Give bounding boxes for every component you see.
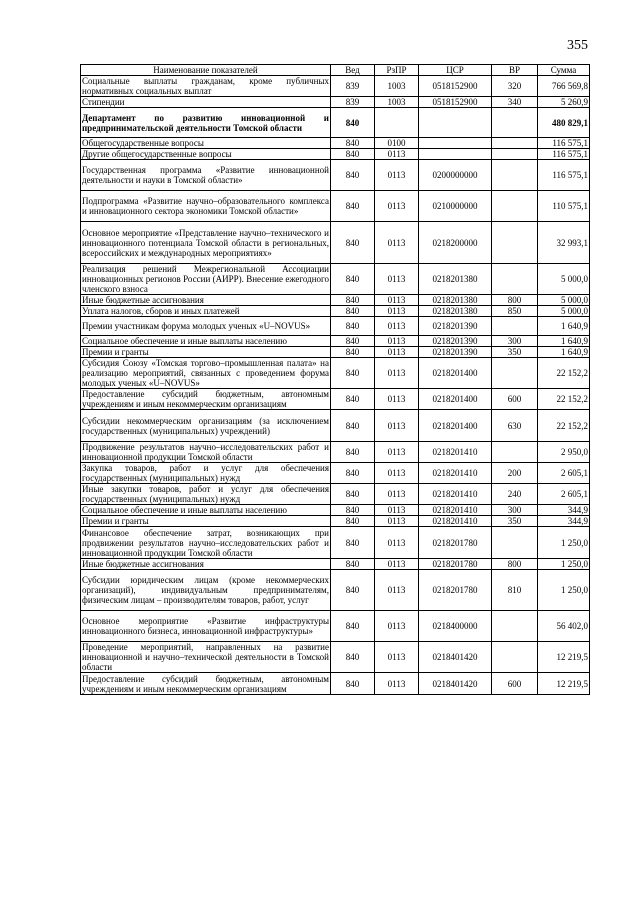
cell-vr: 300 [492, 336, 538, 347]
cell-vr [492, 149, 538, 160]
table-row [81, 484, 590, 505]
table-row [81, 306, 590, 317]
cell-ved: 840 [331, 673, 375, 695]
cell-vr [492, 317, 538, 336]
cell-vr: 810 [492, 570, 538, 611]
cell-name: Социальные выплаты гражданам, кроме публичных нормативных социальных выплат [82, 76, 329, 96]
cell-ved: 840 [331, 149, 375, 160]
cell-vr: 630 [492, 410, 538, 442]
cell-name: Иные бюджетные ассигнования [81, 559, 331, 570]
cell-name: Стипендии [81, 97, 331, 108]
header-vr: ВР [492, 65, 538, 76]
cell-csr: 0218201390 [419, 336, 492, 347]
cell-csr: 0518152900 [419, 97, 492, 108]
cell-vr [492, 138, 538, 149]
cell-sum: 22 152,2 [538, 389, 590, 410]
cell-sum: 5 000,0 [538, 295, 590, 306]
cell-rzpr: 0113 [375, 463, 419, 484]
cell-rzpr: 0100 [375, 138, 419, 149]
cell-ved: 840 [331, 264, 375, 295]
cell-vr [492, 358, 538, 389]
header-rzpr: РзПР [375, 65, 419, 76]
cell-sum: 56 402,0 [538, 611, 590, 642]
cell-rzpr: 0113 [375, 358, 419, 389]
cell-csr: 0218201400 [419, 410, 492, 442]
cell-sum: 2 950,0 [538, 442, 590, 463]
cell-ved: 840 [331, 442, 375, 463]
cell-ved: 840 [331, 559, 375, 570]
table-row [81, 673, 590, 695]
cell-csr: 0218201380 [419, 264, 492, 295]
cell-sum: 5 000,0 [538, 264, 590, 295]
cell-csr: 0218200000 [419, 222, 492, 264]
cell-csr: 0518152900 [419, 76, 492, 97]
cell-vr [492, 642, 538, 673]
cell-vr [492, 108, 538, 138]
cell-rzpr: 0113 [375, 570, 419, 611]
cell-ved: 840 [331, 527, 375, 559]
cell-name: Реализация решений Межрегиональной Ассоциации инновационных регионов России (АИРР). Внесение ежегодного членского взноса [82, 264, 329, 294]
cell-ved: 840 [331, 336, 375, 347]
cell-name: Другие общегосударственные вопросы [81, 149, 331, 160]
cell-vr [492, 527, 538, 559]
cell-sum: 22 152,2 [538, 358, 590, 389]
table-row [81, 347, 590, 358]
cell-ved: 840 [331, 317, 375, 336]
cell-ved: 840 [331, 516, 375, 527]
cell-sum: 1 640,9 [538, 347, 590, 358]
cell-name: Предоставление субсидий бюджетным, автономным учреждениям и иным некоммерческим организациям [82, 389, 329, 409]
cell-rzpr: 0113 [375, 149, 419, 160]
table-row [81, 264, 590, 295]
cell-csr: 0218201380 [419, 306, 492, 317]
cell-ved: 840 [331, 642, 375, 673]
cell-name: Субсидия Союзу «Томская торгово–промышленная палата» на реализацию мероприятий, связанных с проведением форума молодых ученых «U–NOVUS» [82, 358, 329, 388]
cell-sum: 110 575,1 [538, 191, 590, 222]
cell-ved: 840 [331, 570, 375, 611]
cell-csr: 0218401420 [419, 673, 492, 695]
cell-rzpr: 0113 [375, 317, 419, 336]
table-row [81, 191, 590, 222]
cell-vr: 350 [492, 516, 538, 527]
cell-csr: 0210000000 [419, 191, 492, 222]
cell-sum: 5 000,0 [538, 306, 590, 317]
table-row [81, 559, 590, 570]
cell-csr: 0200000000 [419, 160, 492, 191]
cell-csr: 0218201410 [419, 505, 492, 516]
cell-sum: 766 569,8 [538, 76, 590, 97]
cell-sum: 480 829,1 [538, 108, 590, 138]
cell-vr: 600 [492, 673, 538, 695]
cell-sum: 1 640,9 [538, 336, 590, 347]
cell-csr: 0218201400 [419, 358, 492, 389]
cell-ved: 840 [331, 138, 375, 149]
table-row [81, 76, 590, 97]
cell-sum: 1 250,0 [538, 570, 590, 611]
cell-vr: 200 [492, 463, 538, 484]
table-row [81, 97, 590, 108]
cell-rzpr: 0113 [375, 389, 419, 410]
cell-name: Продвижение результатов научно–исследовательских работ и инновационной продукции Томской области [82, 442, 329, 462]
cell-csr: 0218201410 [419, 442, 492, 463]
cell-sum: 2 605,1 [538, 484, 590, 505]
cell-csr: 0218400000 [419, 611, 492, 642]
cell-name: Предоставление субсидий бюджетным, автономным учреждениям и иным некоммерческим организациям [82, 673, 329, 694]
cell-rzpr: 0113 [375, 191, 419, 222]
cell-name: Проведение мероприятий, направленных на развитие инновационной и научно–технической деятельности в Томской области [82, 642, 329, 672]
table-row [81, 389, 590, 410]
cell-rzpr: 0113 [375, 505, 419, 516]
cell-ved: 840 [331, 222, 375, 264]
cell-ved: 840 [331, 347, 375, 358]
cell-vr: 240 [492, 484, 538, 505]
cell-sum: 32 993,1 [538, 222, 590, 264]
cell-csr: 0218201400 [419, 389, 492, 410]
cell-csr: 0218201410 [419, 463, 492, 484]
cell-vr: 600 [492, 389, 538, 410]
cell-rzpr: 0113 [375, 642, 419, 673]
cell-name: Субсидии некоммерческим организациям (за исключением государственных (муниципальных) учреждений) [81, 410, 331, 442]
cell-name: Основное мероприятие «Развитие инфраструктуры инновационного бизнеса, инновационной инфраструктуры» [81, 611, 331, 642]
table-row [81, 358, 590, 389]
table-row [81, 222, 590, 264]
table-row [81, 295, 590, 306]
cell-sum: 1 640,9 [538, 317, 590, 336]
cell-name: Премии и гранты [81, 516, 331, 527]
cell-csr: 0218201390 [419, 347, 492, 358]
cell-vr: 800 [492, 295, 538, 306]
cell-rzpr: 0113 [375, 336, 419, 347]
table-row [81, 410, 590, 442]
cell-ved: 839 [331, 97, 375, 108]
cell-vr [492, 611, 538, 642]
cell-vr [492, 191, 538, 222]
cell-ved: 840 [331, 191, 375, 222]
cell-csr: 0218401420 [419, 642, 492, 673]
cell-vr [492, 442, 538, 463]
cell-vr [492, 264, 538, 295]
cell-ved: 840 [331, 505, 375, 516]
cell-name: Подпрограмма «Развитие научно–образовательного комплекса и инновационного сектора экономики Томской области» [81, 191, 331, 222]
cell-vr [492, 160, 538, 191]
table-row [81, 160, 590, 191]
cell-vr [492, 222, 538, 264]
cell-ved: 840 [331, 484, 375, 505]
cell-ved: 840 [331, 611, 375, 642]
cell-csr [419, 138, 492, 149]
cell-csr [419, 108, 492, 138]
cell-sum: 344,9 [538, 505, 590, 516]
table-row [81, 108, 590, 138]
cell-ved: 840 [331, 306, 375, 317]
cell-vr: 350 [492, 347, 538, 358]
cell-name: Иные закупки товаров, работ и услуг для обеспечения государственных (муниципальных) нужд [82, 484, 329, 504]
cell-rzpr: 0113 [375, 527, 419, 559]
cell-sum: 2 605,1 [538, 463, 590, 484]
cell-ved: 840 [331, 410, 375, 442]
cell-sum: 116 575,1 [538, 160, 590, 191]
cell-name: Основное мероприятие «Представление научно–технического и инновационного потенциала Томской области в региональных, всероссийских и международных мероприятиях» [81, 222, 331, 264]
cell-rzpr: 0113 [375, 484, 419, 505]
table-row [81, 149, 590, 160]
cell-rzpr: 0113 [375, 673, 419, 695]
cell-ved: 840 [331, 463, 375, 484]
cell-csr: 0218201390 [419, 317, 492, 336]
table-body [81, 76, 590, 695]
cell-ved: 839 [331, 76, 375, 97]
cell-rzpr: 0113 [375, 347, 419, 358]
cell-name: Уплата налогов, сборов и иных платежей [81, 306, 331, 317]
cell-sum: 12 219,5 [538, 673, 590, 695]
cell-rzpr: 0113 [375, 442, 419, 463]
table-row [81, 505, 590, 516]
cell-vr: 320 [492, 76, 538, 97]
cell-vr: 850 [492, 306, 538, 317]
header-ved: Вед [331, 65, 375, 76]
cell-rzpr: 0113 [375, 559, 419, 570]
cell-csr: 0218201780 [419, 570, 492, 611]
cell-ved: 840 [331, 108, 375, 138]
header-csr: ЦСР [419, 65, 492, 76]
cell-name: Закупка товаров, работ и услуг для обеспечения государственных (муниципальных) нужд [82, 463, 329, 483]
cell-rzpr: 1003 [375, 76, 419, 97]
cell-name: Субсидии юридическим лицам (кроме некоммерческих организаций), индивидуальным предпринимателям, физическим лицам – производителям товаров, работ, услуг [81, 570, 331, 611]
cell-csr: 0218201780 [419, 527, 492, 559]
header-sum: Сумма [538, 65, 590, 76]
cell-rzpr: 0113 [375, 516, 419, 527]
cell-csr: 0218201380 [419, 295, 492, 306]
table-row [81, 336, 590, 347]
cell-rzpr: 0113 [375, 611, 419, 642]
table-row [81, 463, 590, 484]
cell-sum: 1 250,0 [538, 559, 590, 570]
cell-name: Государственная программа «Развитие инновационной деятельности и науки в Томской области» [81, 160, 331, 191]
table-row [81, 642, 590, 673]
cell-sum: 116 575,1 [538, 149, 590, 160]
table-row [81, 527, 590, 559]
budget-table [80, 64, 590, 695]
cell-vr: 800 [492, 559, 538, 570]
cell-name: Премии и гранты [81, 347, 331, 358]
cell-name: Общегосударственные вопросы [81, 138, 331, 149]
cell-ved: 840 [331, 160, 375, 191]
table-row [81, 611, 590, 642]
cell-rzpr [375, 108, 419, 138]
cell-name: Департамент по развитию инновационной и предпринимательской деятельности Томской области [81, 108, 331, 138]
cell-rzpr: 0113 [375, 295, 419, 306]
header-name: Наименование показателей [81, 65, 331, 76]
table-row [81, 570, 590, 611]
cell-csr: 0218201410 [419, 484, 492, 505]
cell-rzpr: 0113 [375, 306, 419, 317]
table-row [81, 138, 590, 149]
cell-name: Иные бюджетные ассигнования [81, 295, 331, 306]
cell-rzpr: 0113 [375, 160, 419, 191]
cell-sum: 1 250,0 [538, 527, 590, 559]
cell-rzpr: 1003 [375, 97, 419, 108]
table-header-row [81, 65, 590, 76]
cell-sum: 344,9 [538, 516, 590, 527]
cell-sum: 116 575,1 [538, 138, 590, 149]
cell-rzpr: 0113 [375, 410, 419, 442]
cell-sum: 5 260,9 [538, 97, 590, 108]
cell-vr: 340 [492, 97, 538, 108]
cell-csr: 0218201780 [419, 559, 492, 570]
table-row [81, 516, 590, 527]
page-number: 355 [567, 38, 588, 53]
cell-csr: 0218201410 [419, 516, 492, 527]
cell-name: Премии участникам форума молодых ученых «U–NOVUS» [81, 317, 331, 336]
cell-name: Социальное обеспечение и иные выплаты населению [81, 336, 331, 347]
cell-rzpr: 0113 [375, 222, 419, 264]
cell-name: Социальное обеспечение и иные выплаты населению [81, 505, 331, 516]
cell-ved: 840 [331, 358, 375, 389]
cell-sum: 22 152,2 [538, 410, 590, 442]
cell-vr: 300 [492, 505, 538, 516]
cell-ved: 840 [331, 295, 375, 306]
cell-name: Финансовое обеспечение затрат, возникающих при продвижении результатов научно–исследовательских работ и инновационной продукции Томской области [82, 527, 329, 558]
cell-sum: 12 219,5 [538, 642, 590, 673]
cell-csr [419, 149, 492, 160]
table-row [81, 317, 590, 336]
cell-ved: 840 [331, 389, 375, 410]
cell-rzpr: 0113 [375, 264, 419, 295]
table-row [81, 442, 590, 463]
